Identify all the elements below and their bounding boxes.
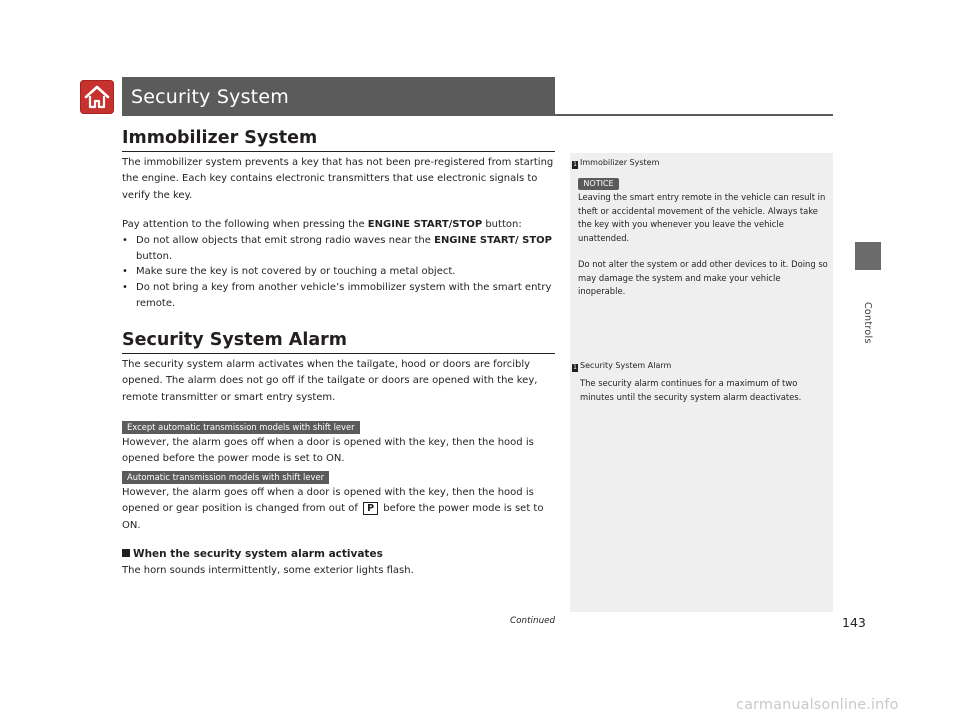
home-icon — [84, 85, 110, 109]
list-item: • Do not allow objects that emit strong radio waves near the ENGINE START/ STOP button. — [122, 235, 552, 263]
alarm-rule — [122, 353, 555, 354]
auto-text: However, the alarm goes off when a door is opened with the key, then the hood is opened or gear position is changed from out of — [122, 487, 534, 515]
subheading-text: When the security system alarm activates — [133, 548, 383, 560]
watermark: carmanualsonline.info — [736, 697, 899, 713]
notice-text-2: Do not alter the system or add other devices to it. Doing so may damage the system and make your vehicle inoperable. — [578, 259, 828, 297]
list-item: • Do not bring a key from another vehicle’s immobilizer system with the smart entry remote. — [122, 280, 555, 313]
sidebar-immobilizer-title — [572, 158, 659, 169]
reference-mark: 1 — [573, 364, 577, 371]
attention-text: Pay attention to the following when pressing the — [122, 219, 368, 230]
square-bullet-icon — [122, 549, 130, 557]
alarm-sub-text: The horn sounds intermittently, some exterior lights flash. — [122, 565, 414, 576]
model-tag-auto: Automatic transmission models with shift lever — [122, 471, 329, 484]
page-title: Security System — [131, 86, 289, 108]
engine-button-name: ENGINE START/STOP — [367, 219, 483, 230]
alarm-intro: The security system alarm activates when the tailgate, hood or doors are forcibly opened. The alarm does not go off if the tailgate or doors are opened with the key, remote transmitter or smart entry system. — [122, 359, 538, 403]
immobilizer-heading: Immobilizer System — [122, 128, 318, 148]
park-gear-symbol: P — [363, 502, 378, 515]
reference-mark: 1 — [573, 161, 577, 168]
list-item: • Make sure the key is not covered by or touching a metal object. — [122, 264, 555, 280]
chapter-label: Controls — [862, 302, 873, 344]
immobilizer-rule — [122, 151, 555, 152]
auto-text-suffix: before the power mode is set to ON. — [122, 503, 544, 531]
continued-label: Continued — [510, 616, 556, 626]
sidebar-title-text: Security System Alarm — [580, 361, 672, 370]
sidebar-alarm-text: The security alarm continues for a maximum of two minutes until the security system alarm deactivates. — [580, 378, 802, 402]
alarm-heading: Security System Alarm — [122, 330, 348, 350]
section-title-bar — [122, 77, 555, 115]
bullet-keyword: ENGINE START/ STOP — [434, 235, 552, 246]
home-button[interactable] — [80, 80, 114, 114]
immobilizer-attention — [122, 217, 555, 233]
chapter-tab[interactable] — [855, 242, 881, 270]
bullet-suffix: button. — [136, 251, 173, 263]
alarm-subheading — [122, 548, 383, 560]
title-divider — [122, 114, 833, 116]
notice-badge: NOTICE — [578, 178, 619, 190]
attention-suffix: button: — [482, 219, 522, 230]
bullet-text: Make sure the key is not covered by or touching a metal object. — [136, 266, 456, 277]
page-number: 143 — [842, 615, 866, 630]
sidebar-alarm-title — [572, 361, 671, 372]
notice-text: Leaving the smart entry remote in the vehicle can result in theft or accidental movement of the vehicle. Always take the key with you whenever you leave the vehicle unattended. — [578, 192, 826, 243]
alarm-manual-text: However, the alarm goes off when a door is opened with the key, then the hood is opened before the power mode is set to ON. — [122, 437, 534, 465]
model-tag-manual: Except automatic transmission models with shift lever — [122, 421, 360, 434]
sidebar-title-text: Immobilizer System — [580, 158, 660, 167]
alarm-auto-text — [122, 485, 555, 534]
bullet-text: Do not bring a key from another vehicle’s immobilizer system with the smart entry remote. — [136, 282, 552, 310]
bullet-text: Do not allow objects that emit strong radio waves near the — [136, 235, 435, 246]
immobilizer-intro: The immobilizer system prevents a key that has not been pre-registered from starting the engine. Each key contains electronic transmitters that use electronic signals to verify the key. — [122, 157, 554, 201]
